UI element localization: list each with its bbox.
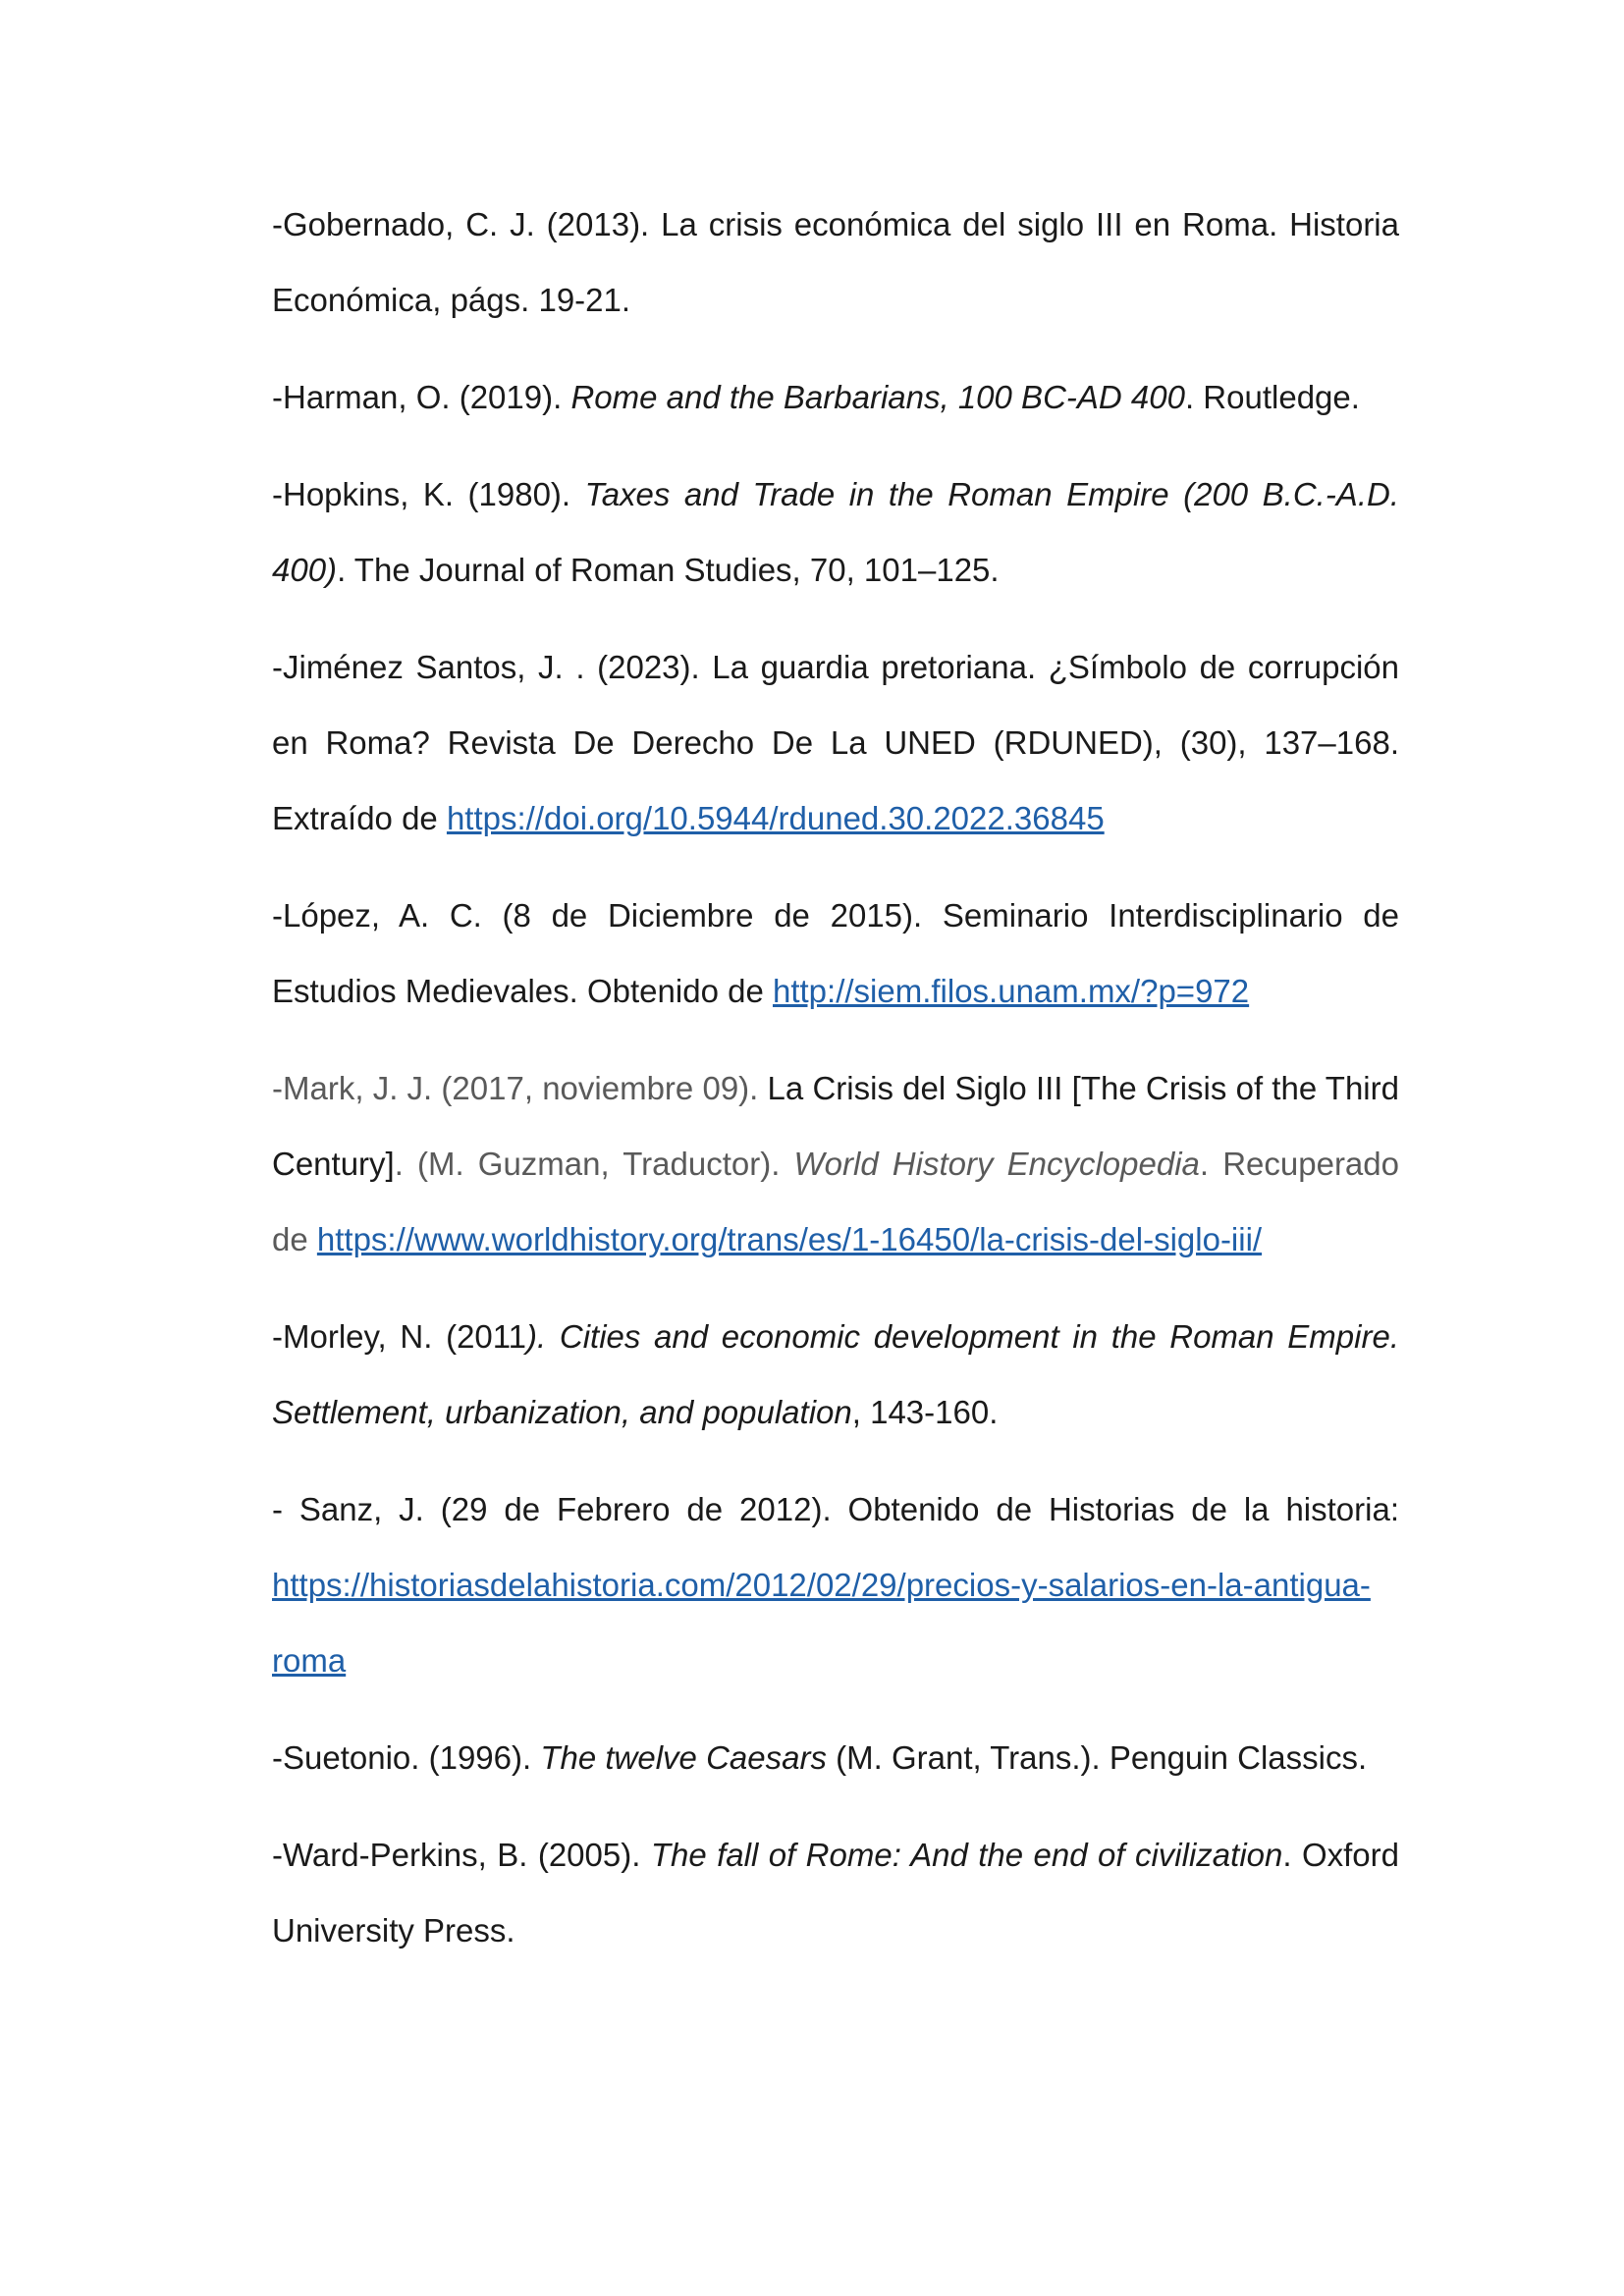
reference-text: . The Journal of Roman Studies, 70, 101–125. [337, 552, 1000, 588]
reference-text: -Gobernado, C. J. (2013). La crisis económica del siglo III en Roma. Historia Económica, págs. 19-21. [272, 206, 1399, 318]
reference-entry-suetonio [272, 1720, 1399, 1795]
reference-entry-morley [272, 1299, 1399, 1450]
reference-title: ). Cities and economic development in the Roman Empire. Settlement, urbanization, and population [272, 1318, 1399, 1430]
reference-text: -Harman, O. (2019). [272, 379, 571, 415]
reference-text: La Crisis del Siglo III [The Crisis of the Third Century] [272, 1070, 1399, 1182]
reference-list [272, 187, 1399, 1990]
reference-text: . Routledge. [1184, 379, 1360, 415]
reference-entry-hopkins [272, 456, 1399, 608]
reference-entry-sanz [272, 1471, 1399, 1698]
reference-text: . Recuperado de [272, 1146, 1399, 1257]
reference-entry-ward-perkins [272, 1817, 1399, 1968]
reference-text: . (M. Guzman, Traductor). [394, 1146, 794, 1182]
reference-entry-lopez [272, 878, 1399, 1029]
reference-entry-jimenez [272, 629, 1399, 856]
reference-text: (M. Grant, Trans.). Penguin Classics. [826, 1739, 1368, 1776]
reference-text: , 143-160. [851, 1394, 999, 1430]
reference-title: The twelve Caesars [540, 1739, 827, 1776]
reference-text: . Oxford University Press. [272, 1837, 1399, 1949]
reference-text: - Sanz, J. (29 de Febrero de 2012). Obtenido de Historias de la historia: [272, 1491, 1399, 1527]
reference-text: -Hopkins, K. (1980). [272, 476, 585, 512]
reference-text: -Suetonio. (1996). [272, 1739, 541, 1776]
reference-entry-mark [272, 1050, 1399, 1277]
reference-text: -Mark, J. J. (2017, noviembre 09). [272, 1070, 768, 1106]
reference-title: Rome and the Barbarians, 100 BC-AD 400 [570, 379, 1185, 415]
reference-title: The fall of Rome: And the end of civilization [650, 1837, 1283, 1873]
reference-text: -Morley, N. (2011 [272, 1318, 527, 1355]
reference-link[interactable]: http://siem.filos.unam.mx/?p=972 [772, 973, 1250, 1009]
reference-text: -Ward-Perkins, B. (2005). [272, 1837, 651, 1873]
reference-link[interactable]: https://www.worldhistory.org/trans/es/1-16450/la-crisis-del-siglo-iii/ [316, 1221, 1263, 1257]
reference-text: -López, A. C. (8 de Diciembre de 2015). Seminario Interdisciplinario de Estudios Medievales. Obtenido de [272, 897, 1399, 1009]
reference-link[interactable]: https://doi.org/10.5944/rduned.30.2022.36845 [446, 800, 1105, 836]
reference-title: World History Encyclopedia [793, 1146, 1200, 1182]
reference-entry-gobernado [272, 187, 1399, 338]
reference-title: Taxes and Trade in the Roman Empire (200 B.C.-A.D. 400) [272, 476, 1399, 588]
reference-entry-harman [272, 359, 1399, 435]
reference-text: -Jiménez Santos, J. . (2023). La guardia pretoriana. ¿Símbolo de corrupción en Roma? Revista De Derecho De La UNED (RDUNED), (30), 137–168. Extraído de [272, 649, 1399, 836]
reference-link[interactable]: https://historiasdelahistoria.com/2012/02/29/precios-y-salarios-en-la-antigua-roma [272, 1567, 1371, 1679]
